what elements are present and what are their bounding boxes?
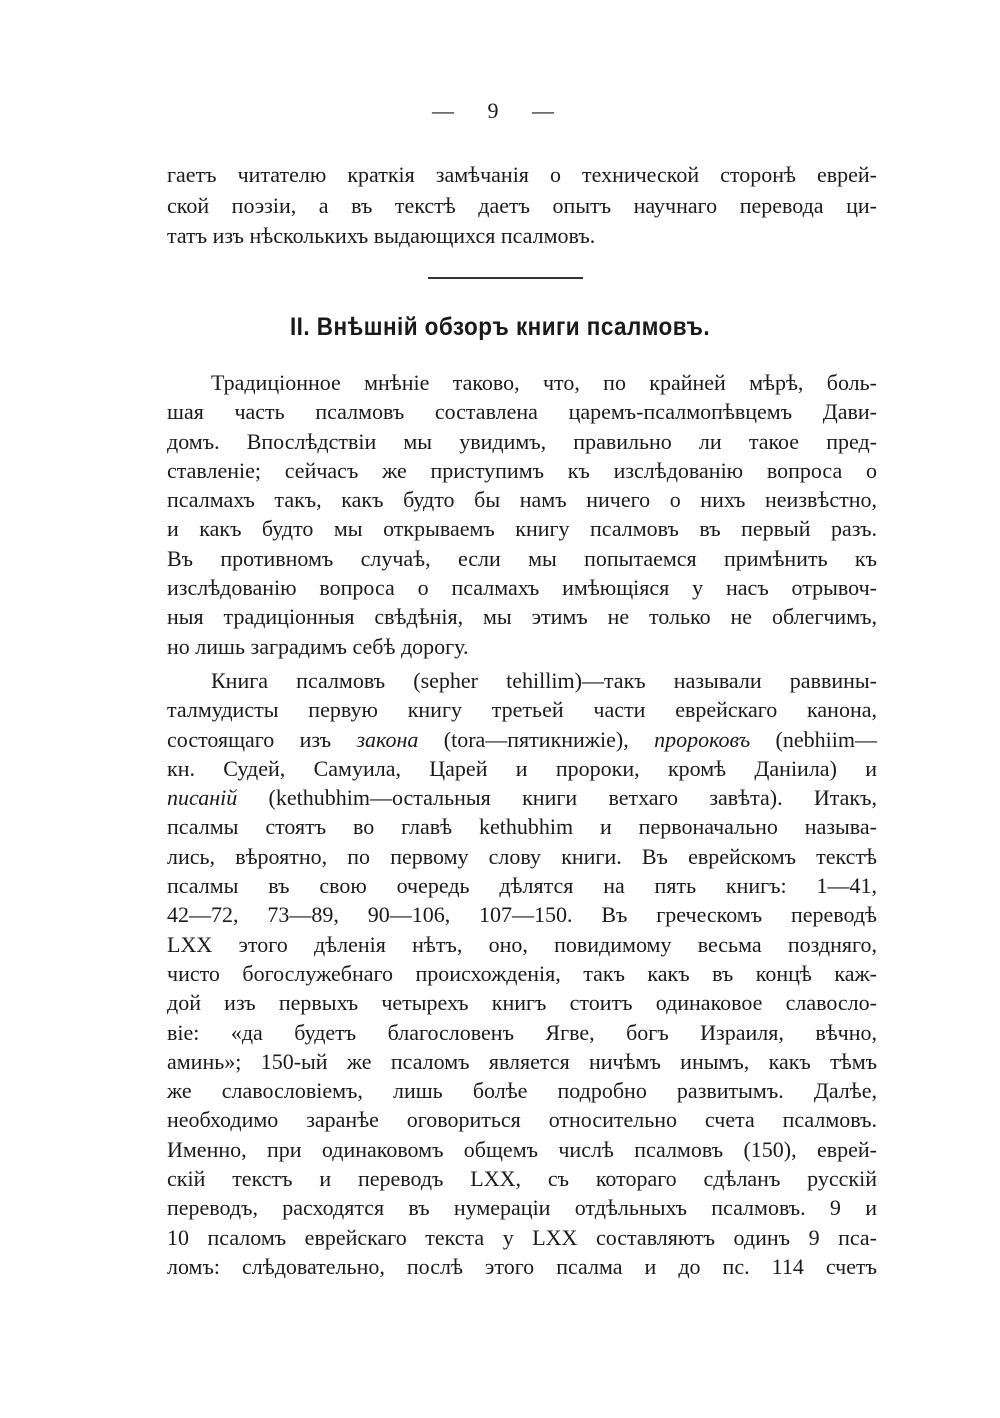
text-line	[167, 900, 877, 929]
text-line	[167, 988, 877, 1017]
text-run: же славословіемъ, лишь болѣе подробно развитымъ. Далѣе,	[167, 1078, 877, 1104]
text-run: кн. Судей, Самуила, Царей и пророки, кромѣ Даніила) и	[167, 755, 877, 781]
text-run: татъ изъ нѣсколькихъ выдающихся псалмовъ.	[167, 223, 596, 248]
text-run: Традиціонное мнѣніе таково, что, по крайней мѣрѣ, боль-	[211, 370, 877, 395]
text-run: скій текстъ и переводъ LXX, съ котораго сдѣланъ русскій	[167, 1166, 877, 1192]
text-line	[167, 191, 877, 222]
text-line	[167, 754, 877, 783]
text-run: псалмы въ свою очередь дѣлятся на пять книгъ: 1—41,	[167, 873, 877, 899]
section-divider	[428, 277, 583, 279]
text-line	[167, 842, 877, 871]
text-run: и какъ будто мы открываемъ книгу псалмовъ въ первый разъ.	[167, 516, 877, 542]
text-run: чисто богослужебнаго происхожденія, такъ какъ въ концѣ каж-	[167, 960, 877, 986]
text-line	[167, 544, 877, 573]
text-run: (kethubhim—остальныя книги ветхаго завѣта). Итакъ,	[237, 785, 877, 811]
text-run: лись, вѣроятно, по первому слову книги. Въ еврейскомъ текстѣ	[167, 843, 877, 869]
text-run: ломъ: слѣдовательно, послѣ этого псалма и до пс. 114 счетъ	[167, 1253, 877, 1279]
text-run: LXX этого дѣленія нѣтъ, оно, повидимому весьма поздняго,	[167, 931, 877, 957]
text-run: переводъ, расходятся въ нумераціи отдѣльныхъ псалмовъ. 9 и	[167, 1195, 877, 1221]
page-number: — 9 —	[432, 98, 568, 123]
body-paragraph-1	[167, 368, 877, 661]
text-run: состоящаго изъ	[167, 726, 357, 752]
text-run: но лишь заградимъ себѣ дорогу.	[167, 633, 469, 659]
text-line	[167, 573, 877, 602]
text-run: ской поэзіи, а въ текстѣ даетъ опытъ научнаго перевода ци-	[167, 192, 877, 218]
text-run: (tora—пятикнижіе),	[418, 726, 655, 752]
text-run: изслѣдованію вопроса о псалмахъ имѣющіяся у насъ отрывоч-	[167, 575, 877, 601]
text-run: віе: «да будетъ благословенъ Ягве, богъ Израиля, вѣчно,	[167, 1019, 877, 1045]
section-heading: II. Внѣшній обзоръ книги псалмовъ.	[289, 313, 711, 341]
text-line	[167, 1047, 877, 1076]
text-line	[167, 427, 877, 456]
text-run: гаетъ читателю краткія замѣчанія о технической сторонѣ еврей-	[167, 162, 877, 187]
text-run: домъ. Впослѣдствіи мы увидимъ, правильно ли такое пред-	[167, 428, 877, 454]
intro-paragraph	[167, 160, 877, 252]
text-line	[167, 871, 877, 900]
italic-term: пророковъ	[654, 726, 751, 752]
text-line	[167, 812, 877, 841]
text-run: шая часть псалмовъ составлена царемъ-псалмопѣвцемъ Дави-	[167, 399, 877, 425]
text-line	[167, 959, 877, 988]
text-run: Въ противномъ случаѣ, если мы попытаемся примѣнить къ	[167, 545, 877, 571]
text-line	[167, 695, 877, 724]
text-line	[167, 221, 877, 252]
text-run: Книга псалмовъ (sepher tehillim)—такъ называли раввины-	[211, 668, 877, 693]
text-run: 42—72, 73—89, 90—106, 107—150. Въ греческомъ переводѣ	[167, 902, 877, 928]
text-line	[167, 485, 877, 514]
text-run: дой изъ первыхъ четырехъ книгъ стоитъ одинаковое славосло-	[167, 990, 877, 1016]
text-run: Именно, при одинаковомъ общемъ числѣ псалмовъ (150), еврей-	[167, 1136, 877, 1162]
text-line	[167, 1252, 877, 1281]
text-run: 10 псаломъ еврейскаго текста у LXX составляютъ одинъ 9 пса-	[167, 1224, 877, 1250]
text-line	[167, 1105, 877, 1134]
text-line	[167, 1076, 877, 1105]
text-line	[167, 930, 877, 959]
text-run: аминь»; 150-ый же псаломъ является ничѣмъ инымъ, какъ тѣмъ	[167, 1048, 877, 1074]
text-line	[167, 1193, 877, 1222]
text-line	[167, 368, 877, 397]
text-run: ставленіе; сейчасъ же приступимъ къ изслѣдованію вопроса о	[167, 457, 877, 483]
text-run: талмудисты первую книгу третьей части еврейскаго канона,	[167, 697, 877, 723]
text-line	[167, 1223, 877, 1252]
text-line	[167, 1164, 877, 1193]
text-line	[167, 632, 877, 661]
text-line	[167, 456, 877, 485]
text-run: (nebhiim—	[750, 726, 877, 752]
text-line	[167, 725, 877, 754]
text-line	[167, 602, 877, 631]
body-paragraph-2	[167, 666, 877, 1281]
text-line	[167, 1018, 877, 1047]
text-line	[167, 397, 877, 426]
italic-term: писаній	[167, 785, 238, 811]
text-line	[167, 1135, 877, 1164]
text-line	[167, 666, 877, 695]
text-run: псалмы стоятъ во главѣ kethubhim и первоначально называ-	[167, 814, 877, 840]
text-run: псалмахъ такъ, какъ будто бы намъ ничего о нихъ неизвѣстно,	[167, 487, 877, 513]
text-line	[167, 160, 877, 191]
text-run: ныя традиціонныя свѣдѣнія, мы этимъ не только не облегчимъ,	[167, 604, 877, 630]
text-run: необходимо заранѣе оговориться относительно счета псалмовъ.	[167, 1107, 877, 1133]
text-line	[167, 514, 877, 543]
italic-term: закона	[356, 726, 419, 752]
text-line	[167, 783, 877, 812]
